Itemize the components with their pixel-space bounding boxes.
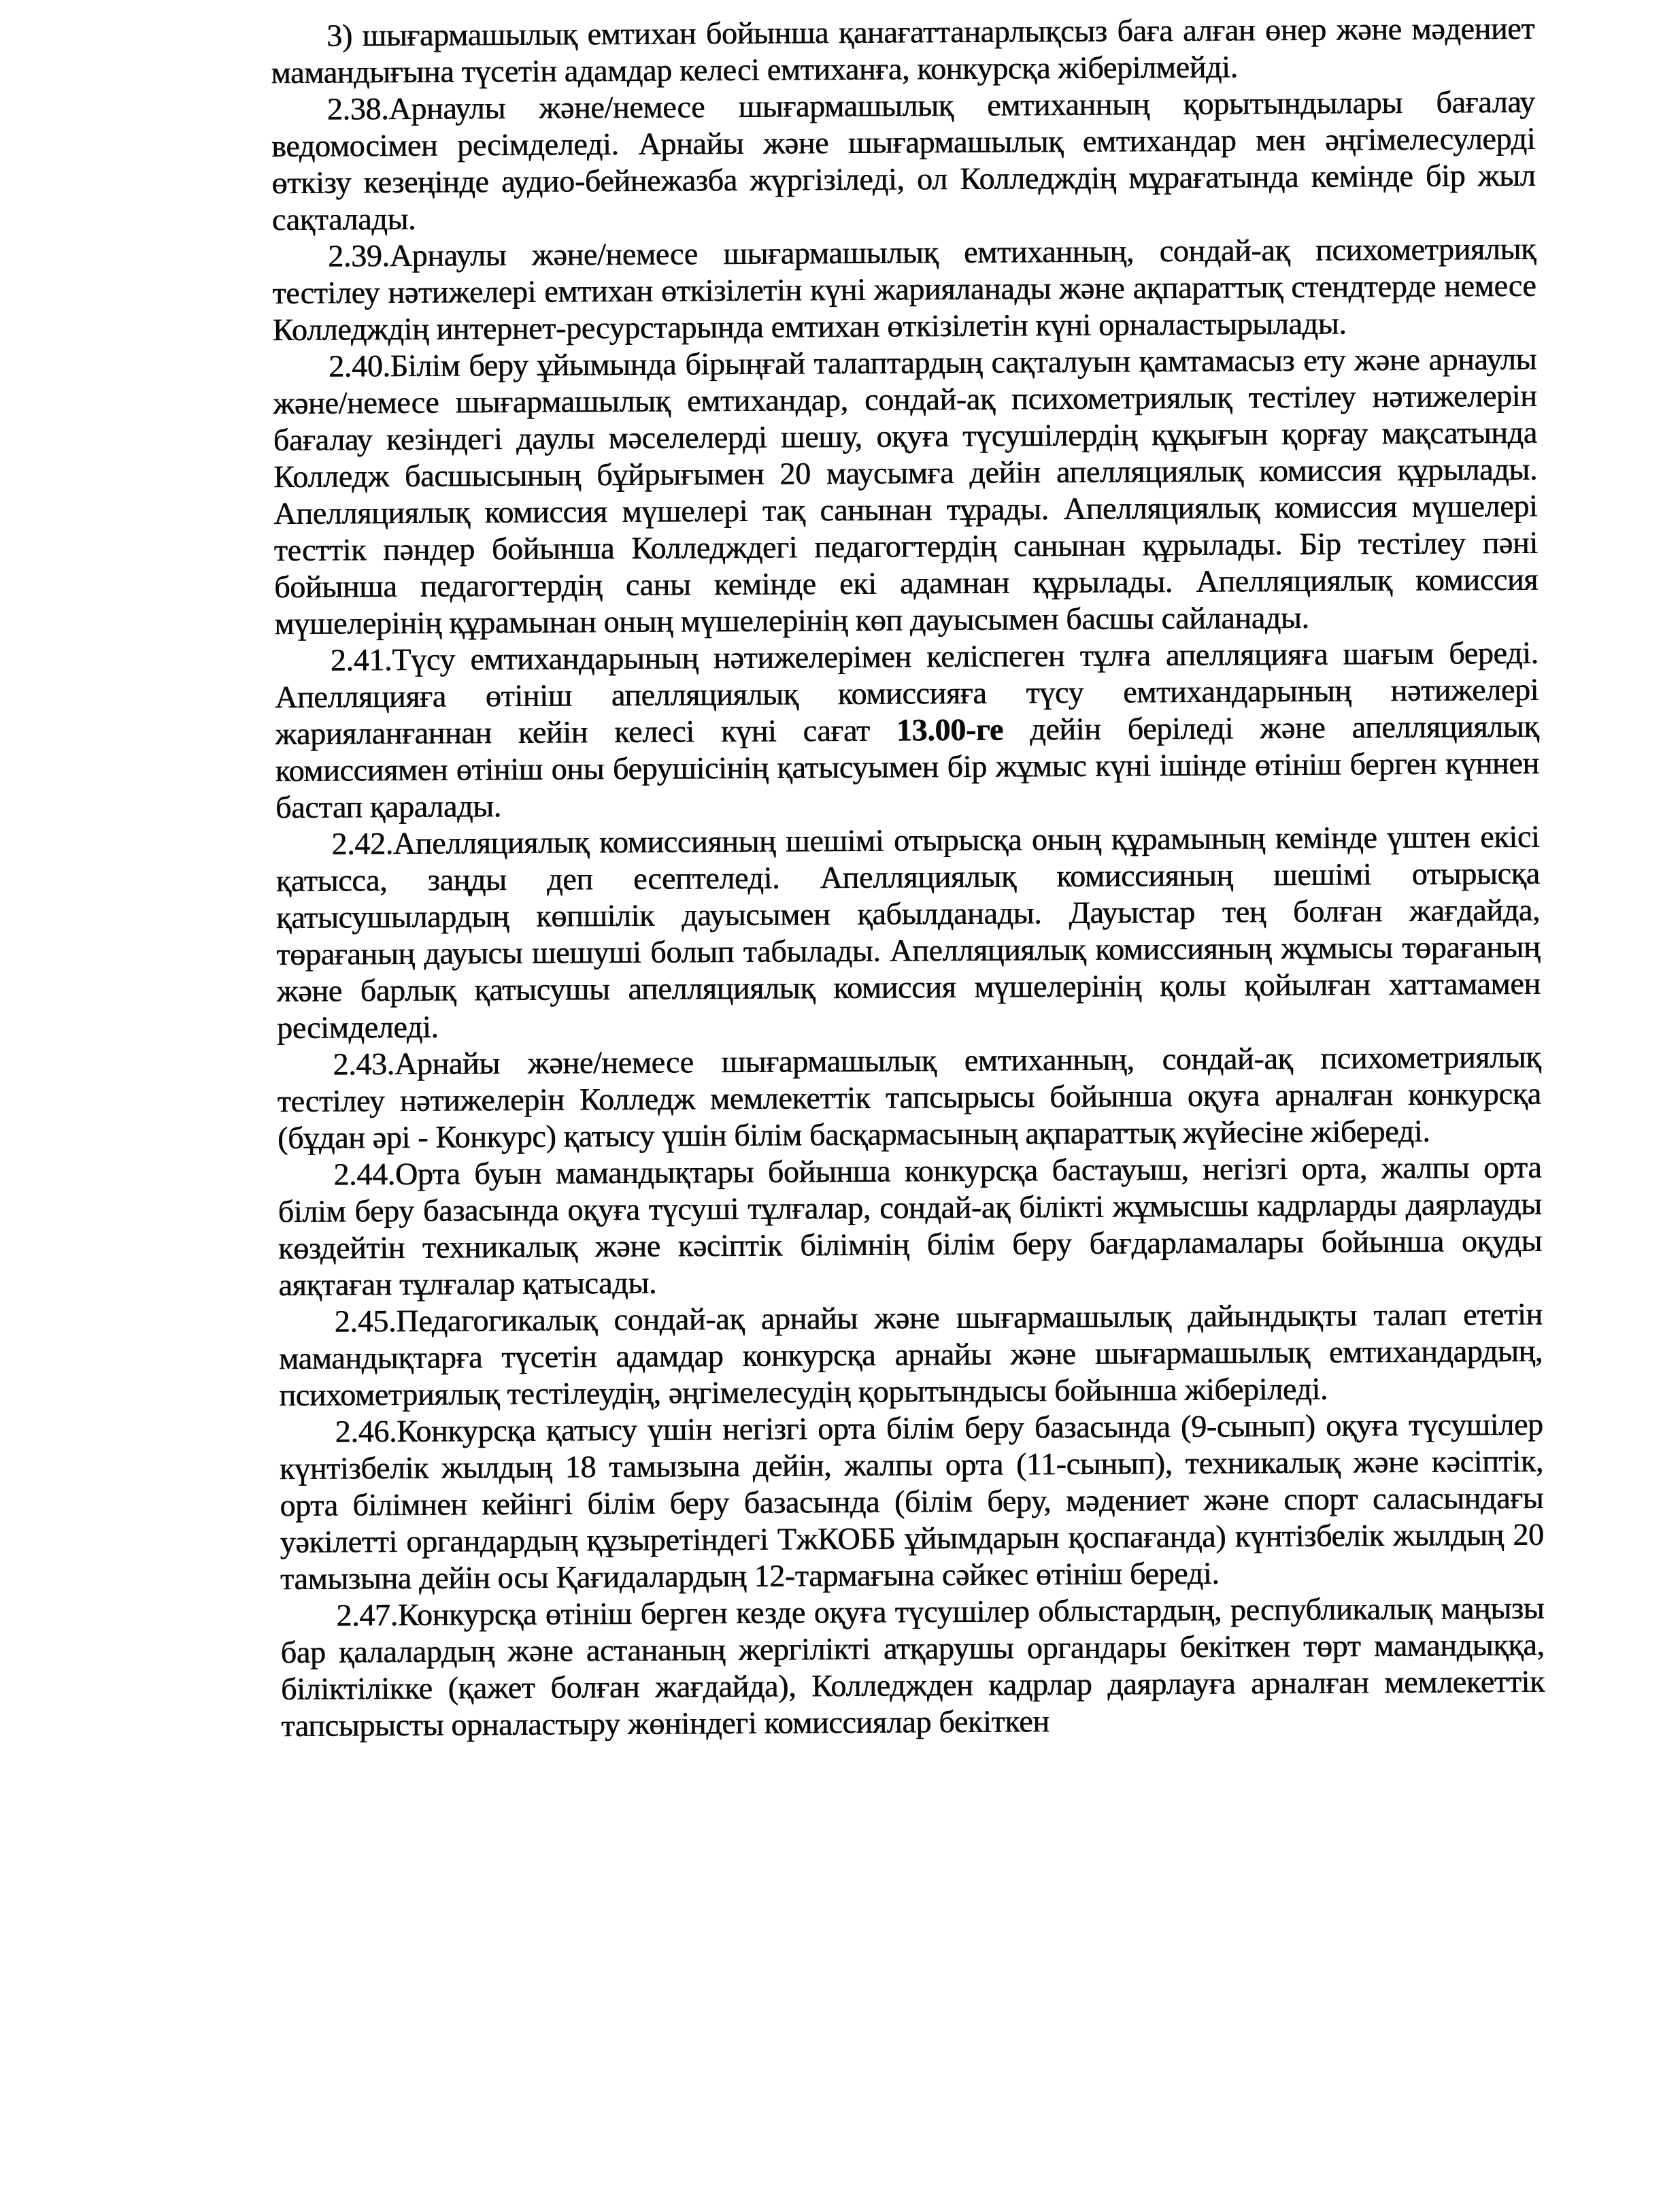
paragraph-text: 2.47.Конкурсқа өтініш берген кезде оқуға түсушілер облыстардың, республикалық маңызы бар қалалардың және астананың жергілікті атқарушы органдары бекіткен төрт мамандыққа, біліктілікке (қажет болған жағдайда), Колледжден кадрлар даярлауға арналған мемлекеттік тапсырысты орналастыру жөніндегі комиссиялар бекіткен [280,1590,1545,1743]
paragraph-text-bold: 13.00-ге [896,712,1004,748]
paragraph [272,231,1536,348]
paragraph-text: 2.44.Орта буын мамандықтары бойынша конкурсқа бастауыш, негізгі орта, жалпы орта білім беру базасында оқуға түсуші тұлғалар, сондай-ақ білікті жұмысшы кадрларды даярлауды көздейтін техникалық және кәсіптік білімнің білім беру бағдарламалары бойынша оқуды аяқтаған тұлғалар қатысады. [278,1149,1543,1302]
paragraph-text: 2.43.Арнайы және/немесе шығармашылық емтиханның, сондай-ақ психометриялық тестілеу нәтижелерін Колледж мемлекеттік тапсырысы бойынша оқуға арналған конкурсқа (бұдан әрі - Конкурс) қатысу үшін білім басқармасының ақпараттық жүйесіне жібереді. [277,1039,1541,1155]
paragraph-text: дейін беріледі және апелляциялық комиссиямен өтініш оны берушісінің қатысуымен бір жұмыс күні ішінде өтініш берген күннен бастап қаралады. [275,708,1539,825]
paragraph-text: 2.42.Апелляциялық комиссияның шешімі отырысқа оның құрамының кемінде үштен екісі қатысса, заңды деп есептеледі. Апелляциялық комиссияның шешімі отырысқа қатысушылардың көпшілік дауысымен қабылданады. Дауыстар тең болған жағдайда, төрағаның дауысы шешуші болып табылады. Апелляциялық комиссияның жұмысы төрағаның және барлық қатысушы апелляциялық комиссия мүшелерінің қолы қойылған хаттамамен ресімделеді. [275,818,1541,1045]
paragraph [275,635,1540,826]
paragraph [275,818,1541,1046]
paragraph-text: 2.40.Білім беру ұйымында бірыңғай талаптардың сақталуын қамтамасыз ету және арнаулы және/немесе шығармашылық емтихандар, сондай-ақ психометриялық тестілеу нәтижелерін бағалау кезіндегі даулы мәселелерді шешу, оқуға түсушілердің құқығын қорғау мақсатында Колледж басшысының бұйрығымен 20 маусымға дейін апелляциялық комиссия құрылады. Апелляциялық комиссия мүшелері тақ санынан тұрады. Апелляциялық комиссия мүшелері тесттік пәндер бойынша Колледждегі педагогтердің санынан құрылады. Бір тестілеу пәні бойынша педагогтердің саны кемінде екі адамнан құрылады. Апелляциялық комиссия мүшелерінің құрамынан оның мүшелерінің көп дауысымен басшы сайланады. [273,341,1539,641]
paragraph [280,1590,1545,1744]
paragraph [280,1406,1545,1597]
paragraph [271,84,1536,238]
paragraph [278,1149,1542,1303]
paragraph [279,1296,1543,1414]
paragraph-text: 2.41.Түсу емтихандарының нәтижелерімен келіспеген тұлға апелляцияға шағым береді. Апелляцияға өтініш апелляциялық комиссияға түсу емтихандарының нәтижелері жарияланғаннан кейін келесі күні сағат [274,635,1539,751]
paragraph [271,10,1535,91]
paragraph-text: 3) шығармашылық емтихан бойынша қанағаттанарлықсыз баға алған өнер және мәдениет мамандығына түсетін адамдар келесі емтиханға, конкурсқа жіберілмейді. [271,10,1535,90]
paragraph [277,1039,1541,1157]
paragraph-text: 2.46.Конкурсқа қатысу үшін негізгі орта білім беру базасында (9-сынып) оқуға түсушілер күнтізбелік жылдың 18 тамызына дейін, жалпы орта (11-сынып), техникалық және кәсіптік, орта білімнен кейінгі білім беру базасында (білім беру, мәдениет және спорт саласындағы уәкілетті органдардың құзыретіндегі ТжКОББ ұйымдарын қоспағанда) күнтізбелік жылдың 20 тамызына дейін осы Қағидалардың 12-тармағына сәйкес өтініш береді. [279,1406,1544,1596]
paragraph-text: 2.39.Арнаулы және/немесе шығармашылық емтиханның, сондай-ақ психометриялық тестілеу нәтижелері емтихан өткізілетін күні жарияланады және ақпараттық стендтерде немесе Колледждің интернет-ресурстарында емтихан өткізілетін күні орналастырылады. [272,231,1536,347]
document-text [271,10,1545,1744]
paragraph-text: 2.45.Педагогикалық сондай-ақ арнайы және шығармашылық дайындықты талап ететін мамандықтарға түсетін адамдар конкурсқа арнайы және шығармашылық емтихандардың, психометриялық тестілеудің, әңгімелесудің қорытындысы бойынша жіберіледі. [278,1296,1543,1412]
paragraph [273,341,1539,642]
paragraph-text: 2.38.Арнаулы және/немесе шығармашылық емтиханның қорытындылары бағалау ведомосімен ресімделеді. Арнайы және шығармашылық емтихандар мен әңгімелесулерді өткізу кезеңінде аудио-бейнежазба жүргізіледі, ол Колледждің мұрағатында кемінде бір жыл сақталады. [271,84,1536,237]
